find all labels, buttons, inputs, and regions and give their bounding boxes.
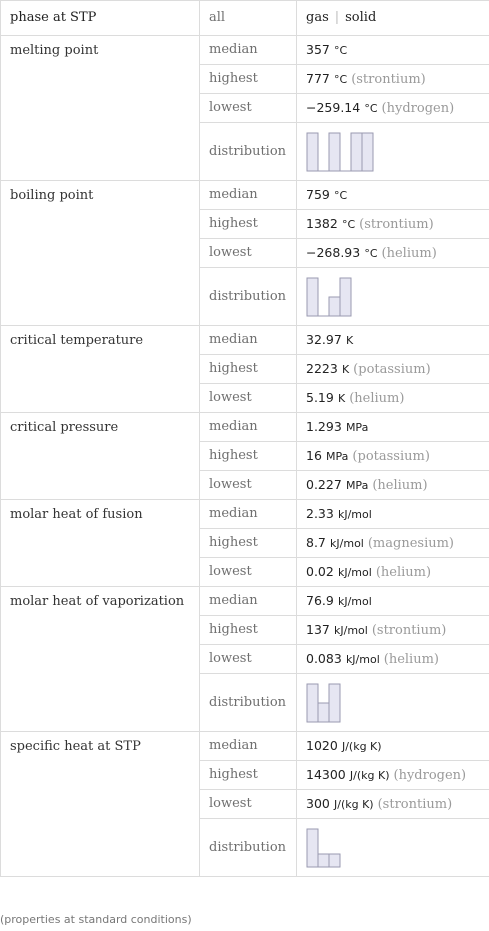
stat-value: 0.083 [306,650,342,666]
stat-value: 16 [306,447,322,463]
stat-value-cell [297,326,489,355]
stat-unit: °C [364,246,378,260]
table-row [1,36,489,65]
stat-value: −259.14 [306,99,361,115]
stat-label: median [200,732,297,761]
stat-value-cell [297,587,489,616]
table-row [1,181,489,210]
stat-label: highest [200,761,297,790]
stat-value-cell [297,616,489,645]
stat-unit: J/(kg K) [341,739,382,753]
histogram-bar [318,854,329,867]
stat-element-note: (helium) [383,651,439,667]
property-name: specific heat at STP [1,732,200,877]
stat-unit: J/(kg K) [349,768,390,782]
stat-label: highest [200,616,297,645]
stat-unit: °C [334,43,348,57]
stat-label: distribution [200,123,297,181]
stat-label: lowest [200,471,297,500]
table-row [1,326,489,355]
stat-element-note: (helium) [375,564,432,580]
stat-value-cell [297,413,489,442]
table-row [1,500,489,529]
stat-unit: kJ/mol [334,623,368,637]
stat-value-cell [297,790,489,819]
stat-label: lowest [200,558,297,587]
stat-element-note: (hydrogen) [381,100,455,116]
stat-value: 1.293 [306,418,342,434]
stat-value-cell [297,65,489,94]
stat-unit: MPa [345,478,369,492]
stat-label: highest [200,529,297,558]
stat-label: distribution [200,819,297,877]
property-name: melting point [1,36,200,181]
stat-label: distribution [200,674,297,732]
phase-solid: solid [345,10,377,25]
stat-element-note: (strontium) [359,216,434,232]
stat-label: distribution [200,268,297,326]
stat-value: 357 [306,41,330,57]
stat-label: highest [200,355,297,384]
distribution-cell [297,819,489,877]
histogram-bar [318,703,329,722]
stat-value: 76.9 [306,592,334,608]
stat-unit: K [345,333,354,347]
stat-element-note: (helium) [349,390,405,406]
stat-value-cell [297,442,489,471]
stat-value: −268.93 [306,244,361,260]
stat-element-note: (hydrogen) [393,767,467,783]
stat-value: 14300 [306,766,346,782]
header-label: phase at STP [1,1,200,36]
stat-element-note: (strontium) [351,71,426,87]
phase-gas: gas [306,10,329,25]
distribution-cell [297,268,489,326]
stat-element-note: (magnesium) [367,535,454,551]
stat-value: 777 [306,70,330,86]
stat-unit: °C [334,72,348,86]
stat-unit: °C [341,217,356,231]
stat-value: 32.97 [306,331,342,347]
stat-value: 2223 [306,360,338,376]
histogram-bar [340,278,351,316]
stat-value-cell [297,94,489,123]
stat-value: 759 [306,186,330,202]
stat-unit: K [341,362,350,376]
stat-unit: kJ/mol [330,536,364,550]
stat-value-cell [297,384,489,413]
stat-unit: J/(kg K) [334,797,374,811]
stat-unit: kJ/mol [337,507,372,521]
stat-value-cell [297,558,489,587]
stat-value: 1382 [306,215,338,231]
stat-label: highest [200,442,297,471]
stat-label: median [200,413,297,442]
stat-value-cell [297,732,489,761]
stat-label: median [200,500,297,529]
property-name: critical temperature [1,326,200,413]
stat-label: median [200,36,297,65]
stat-element-note: (helium) [372,477,428,493]
stat-value: 300 [306,795,330,811]
stat-element-note: (helium) [381,245,437,261]
stat-unit: kJ/mol [337,594,372,608]
stat-value: 0.02 [306,563,334,579]
table-row [1,587,489,616]
stat-unit: °C [364,101,378,115]
stat-value: 137 [306,621,330,637]
header-scope: all [200,1,297,36]
stat-label: highest [200,65,297,94]
histogram-bar [329,854,340,867]
distribution-cell [297,123,489,181]
phase-separator: | [334,10,340,25]
stat-unit: kJ/mol [337,565,372,579]
stat-value-cell [297,645,489,674]
stat-element-note: (potassium) [352,448,430,464]
property-name: molar heat of fusion [1,500,200,587]
property-name: critical pressure [1,413,200,500]
histogram-bar [307,829,318,867]
stat-value-cell [297,500,489,529]
histogram-bar [329,297,340,316]
stat-value-cell [297,36,489,65]
histogram-bar [307,278,318,316]
histogram-bar [351,133,362,171]
histogram-bar [329,684,340,722]
stat-label: lowest [200,790,297,819]
table-row [1,732,489,761]
table-row [1,413,489,442]
stat-value-cell [297,239,489,268]
stat-value-cell [297,181,489,210]
stat-label: lowest [200,239,297,268]
stat-label: highest [200,210,297,239]
stat-value-cell [297,529,489,558]
stat-unit: MPa [326,449,349,463]
footer-note: (properties at standard conditions) [0,913,192,926]
stat-label: median [200,326,297,355]
stat-unit: K [337,391,346,405]
histogram-bar [362,133,373,171]
distribution-histogram [306,828,341,868]
stat-label: median [200,587,297,616]
distribution-histogram [306,277,352,317]
stat-value: 0.227 [306,476,342,492]
histogram-bar [307,133,318,171]
distribution-cell [297,674,489,732]
stat-element-note: (strontium) [371,622,447,638]
header-row [1,1,489,36]
property-name: molar heat of vaporization [1,587,200,732]
stat-element-note: (potassium) [353,361,431,377]
stat-label: lowest [200,384,297,413]
stat-unit: °C [334,188,348,202]
stat-value: 2.33 [306,505,334,521]
stat-label: lowest [200,645,297,674]
distribution-histogram [306,683,341,723]
stat-value-cell [297,210,489,239]
distribution-histogram [306,132,374,172]
stat-value-cell [297,761,489,790]
stat-value: 5.19 [306,389,334,405]
histogram-bar [329,133,340,171]
stat-value-cell [297,355,489,384]
histogram-bar [307,684,318,722]
stat-value-cell [297,471,489,500]
property-name: boiling point [1,181,200,326]
stat-element-note: (strontium) [377,796,453,812]
stat-value: 1020 [306,737,338,753]
stat-label: median [200,181,297,210]
stat-unit: MPa [345,420,369,434]
stat-value: 8.7 [306,534,326,550]
stat-unit: kJ/mol [345,652,380,666]
stat-label: lowest [200,94,297,123]
header-phases [297,1,489,36]
properties-table-body [1,1,489,877]
